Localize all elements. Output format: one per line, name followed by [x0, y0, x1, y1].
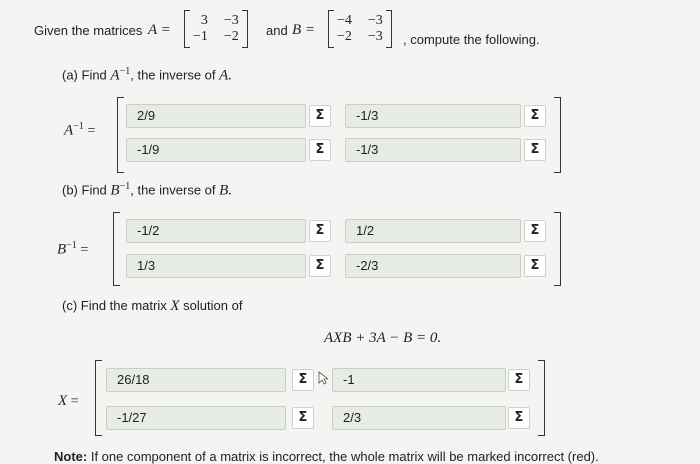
matrix-a-values: [190, 13, 242, 45]
right-bracket: [554, 212, 561, 286]
x-r2c2-input[interactable]: 2/3: [332, 406, 506, 430]
matrix-a-cell: −3: [223, 13, 239, 28]
compute-text: , compute the following.: [403, 32, 540, 47]
part-b-text-post: , the inverse of: [130, 182, 216, 198]
a-inv-r1c2-input[interactable]: -1/3: [345, 104, 521, 128]
part-b-sup: −1: [119, 181, 131, 192]
sigma-icon[interactable]: Σ: [524, 139, 546, 161]
matrix-b: [328, 10, 392, 48]
sigma-icon[interactable]: Σ: [508, 369, 530, 391]
b-inv-r1c2-input[interactable]: 1/2: [345, 219, 521, 243]
matrix-a-cell: 3: [200, 13, 208, 28]
sigma-icon[interactable]: Σ: [524, 105, 546, 127]
note: [54, 449, 599, 464]
part-a-var: A: [110, 67, 120, 84]
equation: AXB + 3A − B = 0.: [324, 330, 442, 346]
label-eq: =: [80, 242, 89, 258]
matrix-a-inverse-label: [64, 121, 95, 139]
x-r2c1-input[interactable]: -1/27: [106, 406, 286, 430]
part-c-prompt: [62, 298, 242, 315]
right-bracket: [538, 360, 545, 436]
b-inv-r2c2-input[interactable]: -2/3: [345, 254, 521, 278]
sigma-icon[interactable]: Σ: [309, 220, 331, 242]
label-sup: −1: [66, 240, 77, 251]
right-bracket: [554, 97, 561, 173]
label-eq: =: [70, 394, 79, 409]
left-bracket: [117, 97, 124, 173]
matrix-b-values: [334, 13, 386, 45]
matrix-b-cell: −3: [367, 13, 383, 28]
sigma-icon[interactable]: Σ: [292, 369, 314, 391]
part-b-text-end: B.: [219, 182, 233, 199]
x-r1c1-input[interactable]: 26/18: [106, 368, 286, 392]
part-a-text-end: A.: [219, 67, 233, 84]
note-label: Note:: [54, 449, 88, 464]
part-b-text-pre: (b) Find: [62, 182, 107, 198]
part-c-text-pre: (c) Find the matrix: [62, 298, 167, 313]
sigma-icon[interactable]: Σ: [508, 407, 530, 429]
sigma-icon[interactable]: Σ: [309, 105, 331, 127]
matrix-b-label: B =: [292, 22, 316, 38]
sigma-icon[interactable]: Σ: [524, 255, 546, 277]
x-r1c2-input[interactable]: -1: [332, 368, 506, 392]
left-bracket: [113, 212, 120, 286]
matrix-b-cell: −4: [337, 13, 352, 28]
part-c-var: X: [170, 298, 180, 314]
left-bracket: [95, 360, 102, 436]
matrix-b-cell: −2: [337, 29, 352, 44]
label-var: A: [64, 122, 74, 139]
label-var: B: [57, 241, 67, 258]
matrix-x-label: [58, 393, 79, 410]
note-text: If one component of a matrix is incorrect, the whole matrix will be marked incorrect (red).: [87, 449, 599, 464]
matrix-a-label: A =: [148, 22, 171, 38]
b-inv-r1c1-input[interactable]: -1/2: [126, 219, 306, 243]
part-b-var: B: [110, 182, 120, 199]
b-inv-r2c1-input[interactable]: 1/3: [126, 254, 306, 278]
matrix-b-cell: −3: [367, 29, 383, 44]
a-inv-r1c1-input[interactable]: 2/9: [126, 104, 306, 128]
part-c-text-post: solution of: [183, 298, 243, 313]
a-inv-r2c1-input[interactable]: -1/9: [126, 138, 306, 162]
matrix-a-cell: −1: [193, 29, 208, 44]
label-sup: −1: [73, 121, 84, 132]
part-a-text-pre: (a) Find: [62, 67, 107, 83]
matrix-a: [184, 10, 248, 48]
and-text: and: [266, 23, 288, 38]
part-a-sup: −1: [119, 66, 131, 77]
sigma-icon[interactable]: Σ: [309, 255, 331, 277]
label-var: X: [58, 393, 68, 409]
part-b-prompt: [62, 181, 232, 199]
matrix-b-inverse-label: [57, 240, 88, 258]
sigma-icon[interactable]: Σ: [292, 407, 314, 429]
sigma-icon[interactable]: Σ: [309, 139, 331, 161]
given-text: Given the matrices: [34, 23, 143, 38]
label-eq: =: [87, 123, 96, 139]
matrix-a-cell: −2: [223, 29, 239, 44]
a-inv-r2c2-input[interactable]: -1/3: [345, 138, 521, 162]
sigma-icon[interactable]: Σ: [524, 220, 546, 242]
cursor-icon: [318, 371, 328, 385]
part-a-prompt: [62, 66, 232, 84]
part-a-text-post: , the inverse of: [130, 67, 216, 83]
